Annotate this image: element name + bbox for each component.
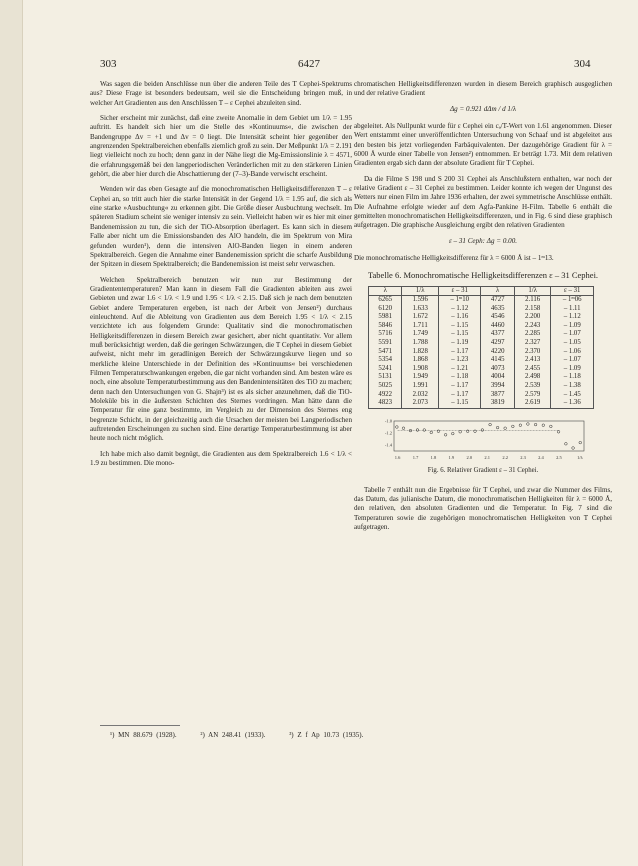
- table-cell: 4460: [481, 322, 514, 331]
- paragraph: Sicher erscheint mir zunächst, daß eine zweite Anomalie in dem Gebiet um 1/λ = 1.95 auftritt. Es handelt sich hier um die Stelle des »Kontinuums«, die zwischen der Bandengruppe Δv = +1 und Δv = 0 liegt. Die Intensität scheint hier gegenüber den angrenzenden Spektralbereichen ebenfalls ziemlich groß zu sein. Der Meßpunkt 1/λ = 2.191 liegt vielleicht noch zu hoch; denn ganz in der Nähe liegt die Mg-Emissionslinie λ = 4571, die erfahrungsgemäß bei den langperiodischen Veränderlichen mit zu den stärkeren Linien gehört, die aber hier durch die Abschattierung der (7–3)-Bande verwischt erscheint.: [90, 114, 352, 179]
- table-cell: 1.672: [402, 313, 439, 322]
- table-cell: 2.073: [402, 399, 439, 408]
- table-cell: 4220: [481, 348, 514, 357]
- table-cell: 5131: [369, 373, 402, 382]
- data-point: [416, 429, 419, 432]
- table-cell: 5471: [369, 348, 402, 357]
- table-cell: – 1.16: [438, 313, 481, 322]
- table-row: [369, 339, 594, 348]
- right-column: [354, 80, 612, 538]
- table-cell: 3994: [481, 382, 514, 391]
- table-cell: – 1.09: [551, 365, 594, 374]
- table-cell: 1.749: [402, 330, 439, 339]
- table-cell: – 1.15: [438, 322, 481, 331]
- data-point: [402, 427, 405, 430]
- table-cell: 2.498: [514, 373, 551, 382]
- footnotes: [110, 731, 383, 739]
- relative-gradient-equation: ε – 31 Ceph: Δg = 0.00.: [448, 236, 518, 245]
- x-tick-label: 2.5: [556, 454, 562, 460]
- table-cell: – 1.17: [438, 382, 481, 391]
- data-point: [542, 424, 545, 427]
- table-cell: 2.327: [514, 339, 551, 348]
- table-cell: 2.579: [514, 391, 551, 400]
- data-point: [504, 427, 507, 430]
- table-cell: – 1.07: [551, 330, 594, 339]
- table-cell: 1.908: [402, 365, 439, 374]
- data-point: [459, 430, 462, 433]
- table-cell: – 1.15: [438, 330, 481, 339]
- table-header-cell: ε – 31: [438, 286, 481, 296]
- table-cell: 1.596: [402, 296, 439, 305]
- table-cell: – 1.12: [438, 305, 481, 314]
- table-cell: – 1.18: [438, 373, 481, 382]
- x-tick-label: 1/λ: [577, 454, 583, 460]
- table-cell: 5591: [369, 339, 402, 348]
- data-point: [423, 429, 426, 432]
- table-row: [369, 365, 594, 374]
- data-point: [444, 433, 447, 436]
- table-cell: – 1.07: [551, 356, 594, 365]
- footnote: ³) Z f Ap 10.73 (1935).: [289, 731, 364, 739]
- table-cell: 4004: [481, 373, 514, 382]
- data-point: [534, 423, 537, 426]
- data-point: [512, 425, 515, 428]
- table-header-cell: λ: [481, 286, 514, 296]
- table-cell: – 1.17: [438, 391, 481, 400]
- data-point: [496, 426, 499, 429]
- table-cell: – 1ᵐ10: [438, 296, 481, 305]
- data-point: [474, 430, 477, 433]
- table-cell: 6265: [369, 296, 402, 305]
- table-header-cell: 1/λ: [402, 286, 439, 296]
- x-tick-label: 1.8: [430, 454, 437, 460]
- data-table: [368, 286, 594, 409]
- table-cell: 1.711: [402, 322, 439, 331]
- table-cell: – 1.21: [438, 365, 481, 374]
- table-header-cell: 1/λ: [514, 286, 551, 296]
- paragraph: Da die Filme S 198 und S 200 31 Cephei als Anschlußstern enthalten, war noch der relative Gradient ε – 31 Cephei zu bestimmen. Leider konnte ich wegen der Ungunst des Wetters nur einen Film im Jahre 1936 erhalten, der zwei symmetrische Anschlüsse enthält. Die Aufnahme erfolgte wieder auf dem Agfa-Pankine H-Film. Tabelle 6 enthält die gemittelten monochromatischen Helligkeitsdifferenzen, und in Fig. 6 sind diese graphisch aufgetragen. Die graphische Ausgleichung ergibt den relativen Gradienten: [354, 174, 612, 230]
- paragraph: Die monochromatische Helligkeitsdifferenz für λ = 6000 Å ist – 1ᵐ13.: [354, 254, 554, 263]
- paragraph: chromatischen Helligkeitsdifferenzen wurden in diesem Bereich graphisch ausgeglichen und der relative Gradient: [354, 80, 612, 98]
- table-header-row: [369, 286, 594, 296]
- table-cell: – 1.23: [438, 356, 481, 365]
- gradient-chart: [372, 417, 592, 461]
- table-cell: 2.243: [514, 322, 551, 331]
- data-point: [557, 430, 560, 433]
- page-margin: [0, 0, 23, 866]
- table-cell: – 1.15: [438, 399, 481, 408]
- table-cell: 5981: [369, 313, 402, 322]
- paragraph: Tabelle 7 enthält nun die Ergebnisse für T Cephei, und zwar die Nummer des Films, das Datum, das julianische Datum, die monochromatischen Helligkeiten für λ = 6000 Å, den relativen, den absoluten Gradienten und die Temperatur. In Fig. 7 sind die Temperaturen sowie die zugehörigen monochromatischen Helligkeiten von T Cephei aufgetragen.: [354, 485, 612, 531]
- paragraph: Ich habe mich also damit begnügt, die Gradienten aus dem Spektralbereich 1.6 < 1/λ < 1.9 zu bestimmen. Die mono-: [90, 449, 352, 468]
- table-cell: 2.455: [514, 365, 551, 374]
- table-row: [369, 382, 594, 391]
- data-point: [572, 447, 575, 450]
- table-body: [369, 296, 594, 409]
- x-tick-label: 2.4: [538, 454, 544, 460]
- table-row: [369, 322, 594, 331]
- data-point: [481, 429, 484, 432]
- data-point: [430, 431, 433, 434]
- table-cell: 5354: [369, 356, 402, 365]
- table-cell: – 1.06: [551, 348, 594, 357]
- table-cell: 2.158: [514, 305, 551, 314]
- x-tick-label: 2.0: [466, 454, 473, 460]
- x-tick-label: 1.7: [412, 454, 419, 460]
- center-number: 6427: [298, 58, 320, 70]
- table-cell: 4922: [369, 391, 402, 400]
- table-cell: – 1.18: [551, 373, 594, 382]
- table-cell: 4145: [481, 356, 514, 365]
- table-cell: 3877: [481, 391, 514, 400]
- table-header-cell: λ: [369, 286, 402, 296]
- table-cell: – 1.09: [551, 322, 594, 331]
- table-row: [369, 305, 594, 314]
- table-cell: – 1.36: [551, 399, 594, 408]
- table-cell: 4297: [481, 339, 514, 348]
- data-point: [396, 426, 399, 429]
- table-cell: 2.370: [514, 348, 551, 357]
- footnote-rule: [100, 725, 180, 726]
- table-cell: 1.828: [402, 348, 439, 357]
- y-tick-label: -1.0: [384, 418, 392, 424]
- table-cell: 3819: [481, 399, 514, 408]
- table-cell: 1.949: [402, 373, 439, 382]
- data-point: [550, 425, 553, 428]
- left-column: [90, 80, 352, 474]
- paragraph: Wenden wir das eben Gesagte auf die monochromatischen Helligkeitsdifferenzen T – ε Cephei an, so tritt auch hier die starke Intensität in der Gegend 1/λ = 1.95 auf, die sich als eine starke »Ausbuchtung« zu erkennen gibt. Die Größe dieser Ausbuchtung wechselt. Im späteren Stadium scheint sie weniger intensiv zu sein. Vielleicht haben wir es hier mit einer Bandenemission zu tun, die sich der TiO-Absorption überlagert. Es kann sich in diesem Falle aber nicht um die Emissionsbanden des AlO handeln, die im Spektrum von Mira gefunden wurden¹), denn die intensiven AlO-Banden liegen in einem anderen Spektralbereich. Gegen die Annahme einer Bandenemission spricht die scharfe Ausbildung der Spitzen in diesem Spektralbereich; die Bandenemission ist meist sehr verwaschen.: [90, 185, 352, 269]
- table-cell: – 1.12: [551, 313, 594, 322]
- table-cell: 4377: [481, 330, 514, 339]
- table-cell: 2.032: [402, 391, 439, 400]
- table-cell: 4073: [481, 365, 514, 374]
- table-cell: 1.991: [402, 382, 439, 391]
- x-tick-label: 2.2: [502, 454, 508, 460]
- table-cell: 4546: [481, 313, 514, 322]
- data-point: [451, 432, 454, 435]
- table-cell: 2.285: [514, 330, 551, 339]
- table-row: [369, 330, 594, 339]
- table-row: [369, 296, 594, 305]
- table-cell: 2.619: [514, 399, 551, 408]
- data-point: [565, 442, 568, 445]
- table-cell: 2.200: [514, 313, 551, 322]
- table-cell: 1.788: [402, 339, 439, 348]
- data-point: [527, 423, 530, 426]
- table-cell: 2.539: [514, 382, 551, 391]
- footnote: ²) AN 248.41 (1933).: [200, 731, 266, 739]
- left-page-number: 303: [100, 58, 117, 70]
- data-point: [519, 424, 522, 427]
- table-cell: 2.116: [514, 296, 551, 305]
- table-cell: 5025: [369, 382, 402, 391]
- data-point: [489, 423, 492, 426]
- x-tick-label: 1.9: [448, 454, 455, 460]
- table-cell: 6120: [369, 305, 402, 314]
- table-cell: 1.868: [402, 356, 439, 365]
- right-page-number: 304: [574, 58, 591, 70]
- table-row: [369, 373, 594, 382]
- table-cell: 4727: [481, 296, 514, 305]
- table-cell: – 1.19: [438, 339, 481, 348]
- table-row: [369, 356, 594, 365]
- x-tick-label: 2.3: [520, 454, 526, 460]
- x-tick-label: 2.1: [484, 454, 491, 460]
- table-cell: 2.413: [514, 356, 551, 365]
- paragraph: abgeleitet. Als Nullpunkt wurde für ε Cephei ein cₐ/T-Wert von 1.61 angenommen. Dieser Wert entstammt einer unveröffentlichten Untersuchung von Schaaf und ist abgeleitet aus den besten bis jetzt vorliegenden Farbäquivalenten. Der dazugehörige Gradient für λ = 6000 Å wurde einer Tabelle von Jensen²) entnommen. Er beträgt 1.73. Mit dem relativen Gradienten ergab sich dann der absolute Gradient für T Cephei.: [354, 122, 612, 168]
- table-cell: 5846: [369, 322, 402, 331]
- table-cell: – 1.05: [551, 339, 594, 348]
- table-cell: 5716: [369, 330, 402, 339]
- x-tick-label: 1.6: [394, 454, 401, 460]
- data-point: [579, 441, 582, 444]
- table-cell: 4823: [369, 399, 402, 408]
- table-row: [369, 348, 594, 357]
- table-row: [369, 391, 594, 400]
- table-header-cell: ε – 31: [551, 286, 594, 296]
- table-cell: – 1.17: [438, 348, 481, 357]
- y-tick-label: -1.4: [384, 442, 392, 448]
- data-point: [466, 430, 469, 433]
- table-row: [369, 313, 594, 322]
- figure-caption: Fig. 6. Relativer Gradient ε – 31 Cephei.: [427, 467, 539, 475]
- table-cell: 1.633: [402, 305, 439, 314]
- gradient-equation: Δg = 0.921 dΔm / d 1/λ: [449, 104, 517, 113]
- footnote: ¹) MN 88.679 (1928).: [110, 731, 177, 739]
- table-cell: – 1ᵐ06: [551, 296, 594, 305]
- data-point: [437, 430, 440, 433]
- table-cell: 5241: [369, 365, 402, 374]
- table-cell: – 1.38: [551, 382, 594, 391]
- paragraph: Was sagen die beiden Anschlüsse nun über die anderen Teile des T Cephei-Spektrums aus? Diese Frage ist besonders bedeutsam, weil sie die Entscheidung bringen muß, in welcher Art Gradienten aus den Anschlüssen T – ε Cephei abzuleiten sind.: [90, 80, 352, 107]
- table-row: [369, 399, 594, 408]
- table-cell: – 1.11: [551, 305, 594, 314]
- y-tick-label: -1.2: [384, 430, 392, 436]
- table-cell: 4635: [481, 305, 514, 314]
- table-cell: – 1.45: [551, 391, 594, 400]
- paragraph: Welchen Spektralbereich benutzen wir nun zur Bestimmung der Gradiententemperaturen? Man kann in diesem Fall die Gradienten ableiten aus zwei Gebieten und zwar 1.6 < 1/λ < 1.9 und 1.95 < 1/λ < 2.15. Daß sich je nach dem benutzten Gebiet andere Temperaturen ergeben, ist nach der Arbeit von Jensen²) durchaus einleuchtend. Auf die Ableitung von Gradienten aus dem Bereich 1.95 < 1/λ < 2.15 verzichtete ich aus folgendem Grunde: Qualitativ sind die monochromatischen Helligkeitsdifferenzen in diesem Bereich zwar gesichert, aber nicht quantitativ. Vor allem muß berücksichtigt werden, daß die geringen Schwärzungen, die T Cephei in diesem Gebiet aufweist, nicht mehr im geradlinigen Bereich der Schwärzungskurve liegen und so merkliche kleine Unterschiede in der Definition des »Kontinuums« bei verschiedenen Filmen Temperaturschwankungen ergeben, die gar nicht vorhanden sind. Am besten wäre es noch, eine absolute Temperaturbestimmung aus den Bandenintensitäten des TiO zu machen; denn nach den Untersuchungen von G. Shajn³) ist es als sicher anzunehmen, daß die TiO-Moleküle bis in die äußersten Schichten des Sternes vordringen. Man hätte dann die Temperatur für eine ganz bestimmte, im Vergleich zu der Dimension des Sternes eng begrenzte Schicht, in der gleichzeitig auch die Ursachen der meisten bei Langperiodischen auftretenden Erscheinungen zu suchen sind. Eine derartige Temperaturbestimmung ist aber heute noch nicht möglich.: [90, 275, 352, 443]
- table-caption: Tabelle 6. Monochromatische Helligkeitsdifferenzen ε – 31 Cephei.: [367, 269, 599, 280]
